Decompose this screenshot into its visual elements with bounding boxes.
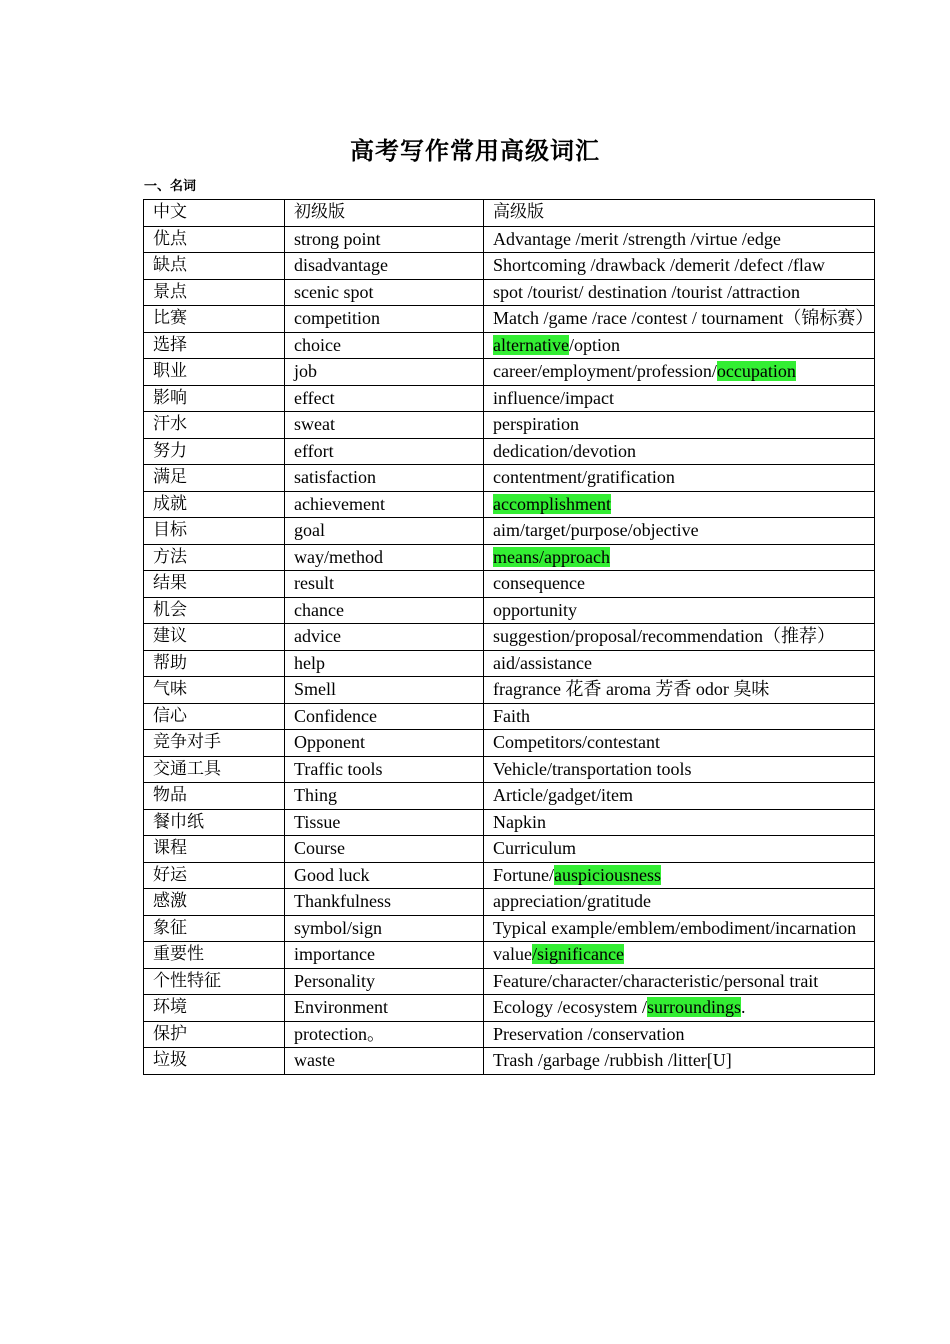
cell-chinese: 感激 bbox=[144, 889, 285, 916]
cell-basic: Personality bbox=[285, 968, 484, 995]
cell-chinese: 影响 bbox=[144, 385, 285, 412]
cell-advanced bbox=[484, 624, 875, 651]
cell-text: appreciation/gratitude bbox=[493, 891, 651, 911]
table-row bbox=[144, 915, 875, 942]
cell-text: Competitors/contestant bbox=[493, 732, 660, 752]
cell-chinese: 环境 bbox=[144, 995, 285, 1022]
cell-basic: importance bbox=[285, 942, 484, 969]
cell-advanced bbox=[484, 862, 875, 889]
cell-advanced bbox=[484, 915, 875, 942]
cell-basic: Course bbox=[285, 836, 484, 863]
cell-text: Curriculum bbox=[493, 838, 576, 858]
cell-basic: waste bbox=[285, 1048, 484, 1075]
cell-advanced bbox=[484, 942, 875, 969]
cell-text: Faith bbox=[493, 705, 531, 726]
table-row bbox=[144, 650, 875, 677]
cell-chinese: 选择 bbox=[144, 332, 285, 359]
cell-text: career/employment/profession/ bbox=[493, 361, 717, 381]
cell-advanced bbox=[484, 968, 875, 995]
cell-basic: advice bbox=[285, 624, 484, 651]
cell-advanced bbox=[484, 756, 875, 783]
cell-text: Advantage /merit /strength /virtue /edge bbox=[493, 228, 781, 249]
cell-text: aid/assistance bbox=[493, 652, 592, 673]
cell-text: consequence bbox=[493, 573, 585, 593]
cell-text: Fortune/ bbox=[493, 864, 554, 885]
cell-text: Shortcoming /drawback /demerit /defect /flaw bbox=[493, 255, 825, 275]
cell-chinese: 机会 bbox=[144, 597, 285, 624]
header-advanced: 高级版 bbox=[484, 200, 875, 227]
highlighted-text: /significance bbox=[531, 944, 624, 964]
cell-advanced bbox=[484, 518, 875, 545]
table-row bbox=[144, 624, 875, 651]
cell-advanced bbox=[484, 412, 875, 439]
cell-chinese: 象征 bbox=[144, 915, 285, 942]
cell-basic: Smell bbox=[285, 677, 484, 704]
cell-chinese: 方法 bbox=[144, 544, 285, 571]
table-row bbox=[144, 677, 875, 704]
cell-advanced bbox=[484, 703, 875, 730]
table-row bbox=[144, 412, 875, 439]
table-row bbox=[144, 889, 875, 916]
cell-basic: protection。 bbox=[285, 1021, 484, 1048]
cell-text: Typical example/emblem/embodiment/incarnation bbox=[493, 917, 857, 938]
cell-basic: help bbox=[285, 650, 484, 677]
table-row bbox=[144, 703, 875, 730]
cell-basic: effect bbox=[285, 385, 484, 412]
table-row bbox=[144, 783, 875, 810]
cell-text: /option bbox=[568, 334, 620, 355]
table-row bbox=[144, 253, 875, 280]
cell-advanced bbox=[484, 332, 875, 359]
cell-chinese: 气味 bbox=[144, 677, 285, 704]
cell-basic: scenic spot bbox=[285, 279, 484, 306]
cell-advanced bbox=[484, 809, 875, 836]
table-row bbox=[144, 597, 875, 624]
highlighted-text: accomplishment bbox=[493, 493, 611, 514]
cell-basic: Traffic tools bbox=[285, 756, 484, 783]
cell-chinese: 比赛 bbox=[144, 306, 285, 333]
cell-chinese: 优点 bbox=[144, 226, 285, 253]
cell-basic: satisfaction bbox=[285, 465, 484, 492]
highlighted-text: occupation bbox=[716, 361, 796, 381]
cell-basic: result bbox=[285, 571, 484, 598]
cell-text: Napkin bbox=[493, 811, 546, 832]
table-row bbox=[144, 1021, 875, 1048]
cell-text: Preservation /conservation bbox=[493, 1023, 685, 1044]
cell-chinese: 竞争对手 bbox=[144, 730, 285, 757]
cell-basic: strong point bbox=[285, 226, 484, 253]
section-heading: 一、名词 bbox=[144, 179, 197, 194]
cell-chinese: 保护 bbox=[144, 1021, 285, 1048]
cell-basic: Thankfulness bbox=[285, 889, 484, 916]
cell-text: Match /game /race /contest / tournament（锦标赛） bbox=[493, 308, 874, 328]
cell-chinese: 餐巾纸 bbox=[144, 809, 285, 836]
cell-advanced bbox=[484, 1021, 875, 1048]
table-row bbox=[144, 359, 875, 386]
cell-advanced bbox=[484, 544, 875, 571]
table-row bbox=[144, 836, 875, 863]
cell-advanced bbox=[484, 491, 875, 518]
cell-chinese: 帮助 bbox=[144, 650, 285, 677]
cell-text: value bbox=[493, 944, 532, 964]
cell-advanced bbox=[484, 650, 875, 677]
cell-text: aim/target/purpose/objective bbox=[493, 520, 699, 540]
cell-advanced bbox=[484, 677, 875, 704]
cell-chinese: 信心 bbox=[144, 703, 285, 730]
cell-basic: effort bbox=[285, 438, 484, 465]
cell-basic: Confidence bbox=[285, 703, 484, 730]
cell-advanced bbox=[484, 438, 875, 465]
table-row bbox=[144, 465, 875, 492]
highlighted-text: means/approach bbox=[493, 546, 610, 567]
cell-basic: goal bbox=[285, 518, 484, 545]
cell-text: Ecology /ecosystem / bbox=[493, 997, 647, 1017]
table-row bbox=[144, 438, 875, 465]
cell-chinese: 目标 bbox=[144, 518, 285, 545]
cell-chinese: 景点 bbox=[144, 279, 285, 306]
table-row bbox=[144, 279, 875, 306]
table-row bbox=[144, 385, 875, 412]
cell-basic: chance bbox=[285, 597, 484, 624]
cell-basic: Thing bbox=[285, 783, 484, 810]
cell-advanced bbox=[484, 597, 875, 624]
cell-advanced bbox=[484, 359, 875, 386]
table-row bbox=[144, 995, 875, 1022]
cell-chinese: 交通工具 bbox=[144, 756, 285, 783]
cell-advanced bbox=[484, 783, 875, 810]
cell-chinese: 物品 bbox=[144, 783, 285, 810]
cell-advanced bbox=[484, 279, 875, 306]
cell-text: Vehicle/transportation tools bbox=[493, 758, 692, 779]
cell-text: fragrance 花香 aroma 芳香 odor 臭味 bbox=[493, 679, 770, 699]
cell-text: suggestion/proposal/recommendation（推荐） bbox=[493, 626, 835, 646]
table-row bbox=[144, 571, 875, 598]
cell-advanced bbox=[484, 730, 875, 757]
table-row bbox=[144, 1048, 875, 1075]
header-chinese: 中文 bbox=[144, 200, 285, 227]
table-row bbox=[144, 730, 875, 757]
table-row bbox=[144, 544, 875, 571]
cell-text: influence/impact bbox=[493, 387, 614, 408]
cell-basic: Environment bbox=[285, 995, 484, 1022]
table-row bbox=[144, 306, 875, 333]
table-row bbox=[144, 942, 875, 969]
table-row bbox=[144, 809, 875, 836]
table-row bbox=[144, 332, 875, 359]
cell-advanced bbox=[484, 995, 875, 1022]
highlighted-text: surroundings bbox=[646, 997, 741, 1017]
highlighted-text: alternative bbox=[493, 334, 569, 355]
cell-basic: sweat bbox=[285, 412, 484, 439]
header-basic: 初级版 bbox=[285, 200, 484, 227]
cell-text: perspiration bbox=[493, 414, 579, 434]
cell-text: . bbox=[740, 997, 746, 1017]
cell-text: Feature/character/characteristic/personal trait bbox=[493, 970, 819, 991]
cell-text: contentment/gratification bbox=[493, 467, 675, 487]
cell-advanced bbox=[484, 1048, 875, 1075]
cell-chinese: 努力 bbox=[144, 438, 285, 465]
table-row bbox=[144, 518, 875, 545]
cell-text: spot /tourist/ destination /tourist /attraction bbox=[493, 281, 800, 302]
cell-chinese: 成就 bbox=[144, 491, 285, 518]
cell-text: Trash /garbage /rubbish /litter[U] bbox=[493, 1050, 732, 1070]
cell-text: Article/gadget/item bbox=[493, 785, 633, 805]
cell-basic: symbol/sign bbox=[285, 915, 484, 942]
table-row bbox=[144, 756, 875, 783]
cell-basic: choice bbox=[285, 332, 484, 359]
cell-advanced bbox=[484, 385, 875, 412]
cell-text: dedication/devotion bbox=[493, 440, 636, 461]
table-header-row bbox=[144, 200, 875, 227]
cell-chinese: 课程 bbox=[144, 836, 285, 863]
cell-chinese: 缺点 bbox=[144, 253, 285, 280]
cell-basic: Good luck bbox=[285, 862, 484, 889]
cell-basic: Tissue bbox=[285, 809, 484, 836]
cell-basic: disadvantage bbox=[285, 253, 484, 280]
page-title: 高考写作常用高级词汇 bbox=[350, 136, 600, 165]
cell-chinese: 结果 bbox=[144, 571, 285, 598]
cell-text: opportunity bbox=[493, 599, 577, 620]
cell-chinese: 重要性 bbox=[144, 942, 285, 969]
highlighted-text: auspiciousness bbox=[554, 864, 661, 885]
cell-chinese: 垃圾 bbox=[144, 1048, 285, 1075]
cell-advanced bbox=[484, 226, 875, 253]
cell-chinese: 个性特征 bbox=[144, 968, 285, 995]
cell-basic: Opponent bbox=[285, 730, 484, 757]
cell-advanced bbox=[484, 889, 875, 916]
cell-advanced bbox=[484, 571, 875, 598]
cell-chinese: 建议 bbox=[144, 624, 285, 651]
cell-advanced bbox=[484, 465, 875, 492]
cell-basic: achievement bbox=[285, 491, 484, 518]
cell-advanced bbox=[484, 253, 875, 280]
table-row bbox=[144, 968, 875, 995]
cell-chinese: 满足 bbox=[144, 465, 285, 492]
vocab-table bbox=[143, 199, 875, 1075]
cell-basic: way/method bbox=[285, 544, 484, 571]
cell-advanced bbox=[484, 836, 875, 863]
cell-chinese: 职业 bbox=[144, 359, 285, 386]
cell-advanced bbox=[484, 306, 875, 333]
cell-chinese: 汗水 bbox=[144, 412, 285, 439]
cell-basic: competition bbox=[285, 306, 484, 333]
table-row bbox=[144, 862, 875, 889]
table-row bbox=[144, 226, 875, 253]
cell-basic: job bbox=[285, 359, 484, 386]
table-row bbox=[144, 491, 875, 518]
cell-chinese: 好运 bbox=[144, 862, 285, 889]
